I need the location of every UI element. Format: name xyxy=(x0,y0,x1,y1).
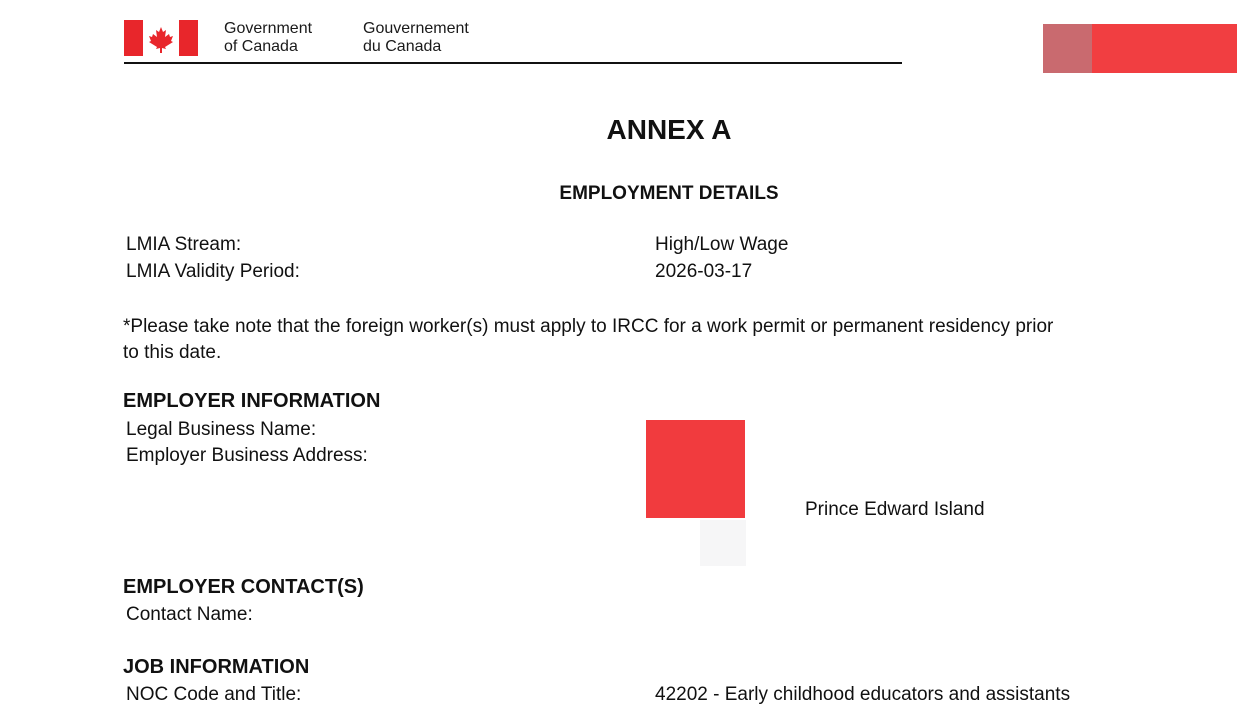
note-line-1: *Please take note that the foreign worker(s) must apply to IRCC for a work permit or permanent residency prior xyxy=(123,316,1054,337)
note-line-2: to this date. xyxy=(123,342,222,363)
employment-details-heading: EMPLOYMENT DETAILS xyxy=(559,183,779,204)
redaction-block-top-right xyxy=(1092,24,1237,73)
employer-contacts-heading: EMPLOYER CONTACT(S) xyxy=(123,576,364,598)
work-permit-note xyxy=(123,314,1223,366)
noc-code-label: NOC Code and Title: xyxy=(126,684,302,705)
employer-address-label: Employer Business Address: xyxy=(126,445,368,466)
gov-fr-line1: Gouvernement xyxy=(363,20,469,37)
government-of-canada-wordmark xyxy=(224,20,312,56)
redaction-block-top-left xyxy=(1043,24,1092,73)
gouvernement-du-canada-wordmark xyxy=(363,20,469,56)
header-rule xyxy=(124,62,902,64)
page-title: ANNEX A xyxy=(606,114,732,145)
gov-fr-line2: du Canada xyxy=(363,38,442,55)
canada-flag-icon xyxy=(124,20,198,56)
job-information-heading: JOB INFORMATION xyxy=(123,656,310,678)
gov-en-line1: Government xyxy=(224,20,313,37)
lmia-validity-label: LMIA Validity Period: xyxy=(126,261,300,282)
redaction-block-address xyxy=(646,420,745,518)
gov-en-line2: of Canada xyxy=(224,38,298,55)
faded-redaction-remnant xyxy=(700,520,746,566)
noc-code-value: 42202 - Early childhood educators and assistants xyxy=(655,684,1071,705)
lmia-stream-label: LMIA Stream: xyxy=(126,234,242,255)
employer-province-value: Prince Edward Island xyxy=(805,499,985,520)
employer-information-heading: EMPLOYER INFORMATION xyxy=(123,390,381,412)
legal-business-name-label: Legal Business Name: xyxy=(126,419,317,440)
contact-name-label: Contact Name: xyxy=(126,604,253,625)
lmia-validity-value: 2026-03-17 xyxy=(655,261,753,282)
lmia-stream-value: High/Low Wage xyxy=(655,234,789,255)
